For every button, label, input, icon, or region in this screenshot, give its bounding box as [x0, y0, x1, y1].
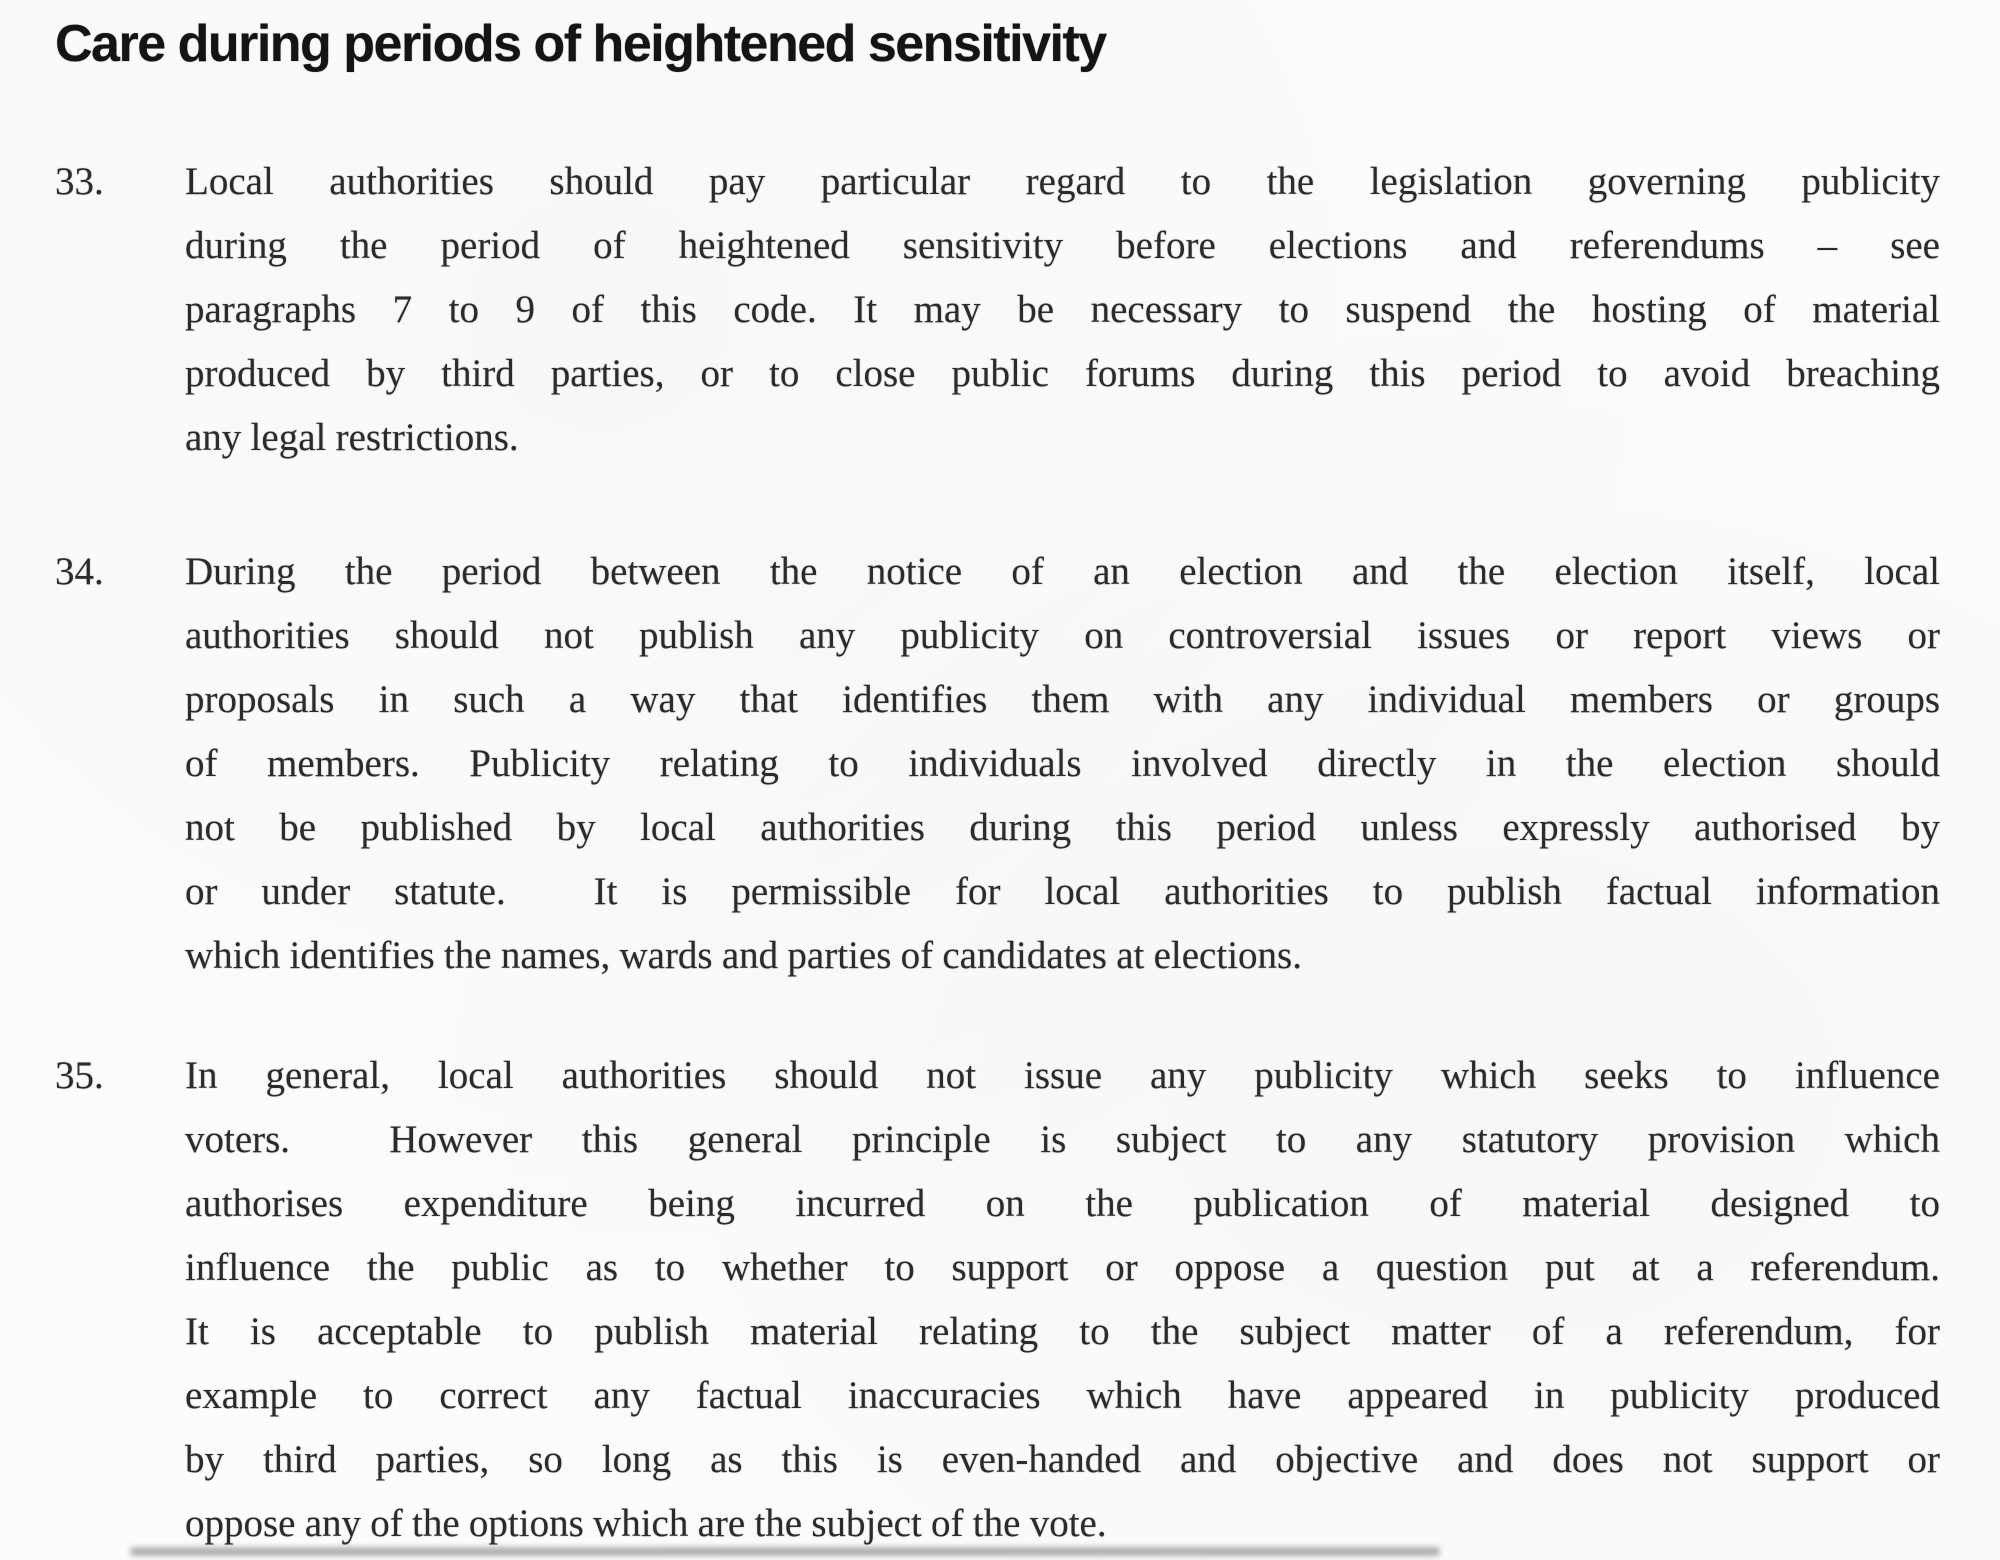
paragraph-number: 35. [55, 1054, 104, 1097]
paragraph-text [185, 150, 1940, 470]
paragraph-line: During the period between the notice of an election and the election itself, local [185, 550, 1940, 593]
paragraph-number: 34. [55, 550, 104, 593]
cropped-next-line-artifact [130, 1547, 1440, 1556]
paragraph [55, 540, 1940, 988]
paragraph-line: authorities should not publish any publicity on controversial issues or report views or [185, 614, 1940, 657]
section-heading: Care during periods of heightened sensitivity [55, 15, 1106, 73]
paragraph-text [185, 540, 1940, 988]
paragraph-line: paragraphs 7 to 9 of this code. It may be necessary to suspend the hosting of material [185, 288, 1940, 331]
paragraph-line: oppose any of the options which are the subject of the vote. [185, 1502, 1107, 1545]
paragraph-line: of members. Publicity relating to individuals involved directly in the election should [185, 742, 1940, 785]
paragraph-line: or under statute. It is permissible for local authorities to publish factual information [185, 870, 1940, 913]
paragraph-line: which identifies the names, wards and parties of candidates at elections. [185, 934, 1302, 977]
paragraph-line: produced by third parties, or to close public forums during this period to avoid breaching [185, 352, 1940, 395]
paragraph-line: example to correct any factual inaccuracies which have appeared in publicity produced [185, 1374, 1940, 1417]
paragraph-number: 33. [55, 160, 104, 203]
paragraph-list [55, 150, 1940, 1556]
paragraph-line: It is acceptable to publish material relating to the subject matter of a referendum, for [185, 1310, 1940, 1353]
paragraph-line: during the period of heightened sensitivity before elections and referendums – see [185, 224, 1940, 267]
paragraph-line: proposals in such a way that identifies them with any individual members or groups [185, 678, 1940, 721]
paragraph-line: not be published by local authorities during this period unless expressly authorised by [185, 806, 1940, 849]
paragraph-line: authorises expenditure being incurred on the publication of material designed to [185, 1182, 1940, 1225]
paragraph-text [185, 1044, 1940, 1556]
paragraph-line: influence the public as to whether to support or oppose a question put at a referendum. [185, 1246, 1940, 1289]
paragraph-line: voters. However this general principle is subject to any statutory provision which [185, 1118, 1940, 1161]
paragraph-line: by third parties, so long as this is even-handed and objective and does not support or [185, 1438, 1940, 1481]
paragraph-line: In general, local authorities should not issue any publicity which seeks to influence [185, 1054, 1940, 1097]
paragraph [55, 1044, 1940, 1556]
paragraph-line: any legal restrictions. [185, 416, 519, 459]
paragraph-line: Local authorities should pay particular regard to the legislation governing publicity [185, 160, 1940, 203]
paragraph [55, 150, 1940, 470]
